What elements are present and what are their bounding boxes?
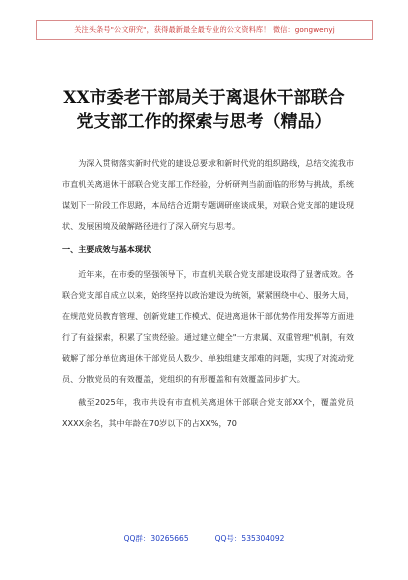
- qq-group-text: QQ群：30265665: [123, 534, 189, 543]
- intro-paragraph: 为深入贯彻落实新时代党的建设总要求和新时代党的组织路线，总结交流我市市直机关离退休干部联合党支部工作经验，分析研判当前面临的形势与挑战，系统谋划下一阶段工作思路，本局结合近期专题调研座谈成果，对联合党支部的建设现状、发展困境及破解路径进行了深入研究与思考。: [62, 158, 354, 231]
- banner-text: 关注头条号"公文研究"，获得最新最全最专业的公文资料库！ 微信：gongwenyj: [74, 25, 335, 34]
- qq-number-text: QQ号：535304092: [214, 534, 285, 543]
- top-banner: [36, 20, 373, 40]
- document-title: [0, 86, 408, 134]
- section-paragraph-1: 近年来，在市委的坚强领导下，市直机关联合党支部建设取得了显著成效。各联合党支部自成立以来，始终坚持以政治建设为统领，紧紧围绕中心、服务大局，在规范党员教育管理、创新党建工作模式、促进离退休干部优势作用发挥等方面进行了有益探索，积累了宝贵经验。通过建立健全"一方隶属、双重管理"机制，有效破解了部分单位离退休干部党员人数少、单独组建支部难的问题，实现了对流动党员、分散党员的有效覆盖，党组织的有形覆盖和有效覆盖同步扩大。: [62, 269, 354, 384]
- document-body: [62, 153, 354, 434]
- title-line-1: XX市委老干部局关于离退休干部联合: [63, 88, 345, 108]
- section-heading: 一、主要成效与基本现状: [62, 244, 152, 254]
- title-line-2: 党支部工作的探索与思考（精品）: [76, 112, 332, 132]
- footer-contact: [0, 533, 408, 544]
- section-paragraph-2: 截至2025年，我市共设有市直机关离退休干部联合党支部XX个，覆盖党员XXXX余名，其中年龄在70岁以下的占XX%，70: [62, 397, 354, 428]
